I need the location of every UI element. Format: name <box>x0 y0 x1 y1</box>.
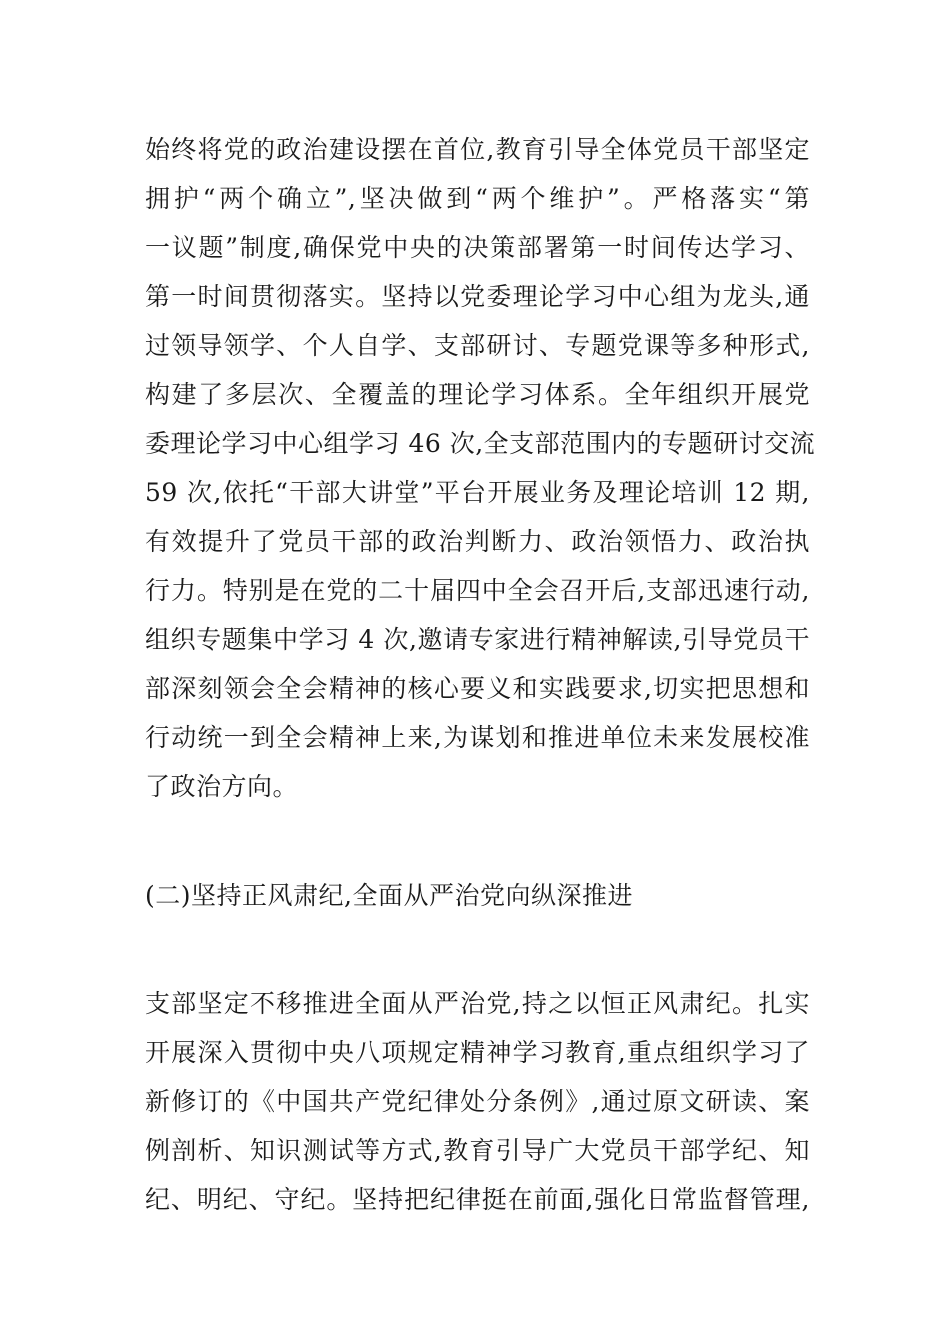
paragraph-line: 构建了多层次、全覆盖的理论学习体系。全年组织开展党 <box>145 380 810 409</box>
section-heading: (二)坚持正风肃纪,全面从严治党向纵深推进 <box>145 881 633 910</box>
paragraph-line: 有效提升了党员干部的政治判断力、政治领悟力、政治执 <box>145 527 810 556</box>
paragraph-line: 组织专题集中学习 4 次,邀请专家进行精神解读,引导党员干 <box>145 625 810 654</box>
paragraph-line: 部深刻领会全会精神的核心要义和实践要求,切实把思想和 <box>145 674 810 703</box>
paragraph-line: 新修订的《中国共产党纪律处分条例》,通过原文研读、案 <box>145 1087 810 1116</box>
paragraph-line: 了政治方向。 <box>145 772 299 801</box>
paragraph-line: 委理论学习中心组学习 46 次,全支部范围内的专题研讨交流 <box>145 429 816 458</box>
paragraph-line: 一议题”制度,确保党中央的决策部署第一时间传达学习、 <box>145 233 810 262</box>
paragraph-line: 始终将党的政治建设摆在首位,教育引导全体党员干部坚定 <box>145 135 810 164</box>
paragraph-line: 行力。特别是在党的二十届四中全会召开后,支部迅速行动, <box>145 576 810 605</box>
paragraph-line: 纪、明纪、守纪。坚持把纪律挺在前面,强化日常监督管理, <box>145 1185 810 1214</box>
paragraph-line: 59 次,依托“干部大讲堂”平台开展业务及理论培训 12 期, <box>145 478 810 507</box>
paragraph-line: 第一时间贯彻落实。坚持以党委理论学习中心组为龙头,通 <box>145 282 810 311</box>
paragraph-line: 例剖析、知识测试等方式,教育引导广大党员干部学纪、知 <box>145 1136 810 1165</box>
paragraph-line: 过领导领学、个人自学、支部研讨、专题党课等多种形式, <box>145 331 810 360</box>
paragraph-line: 拥护“两个确立”,坚决做到“两个维护”。严格落实“第 <box>145 184 810 213</box>
paragraph-line: 行动统一到全会精神上来,为谋划和推进单位未来发展校准 <box>145 723 810 752</box>
paragraph-line: 开展深入贯彻中央八项规定精神学习教育,重点组织学习了 <box>145 1038 810 1067</box>
paragraph-line: 支部坚定不移推进全面从严治党,持之以恒正风肃纪。扎实 <box>145 989 810 1018</box>
